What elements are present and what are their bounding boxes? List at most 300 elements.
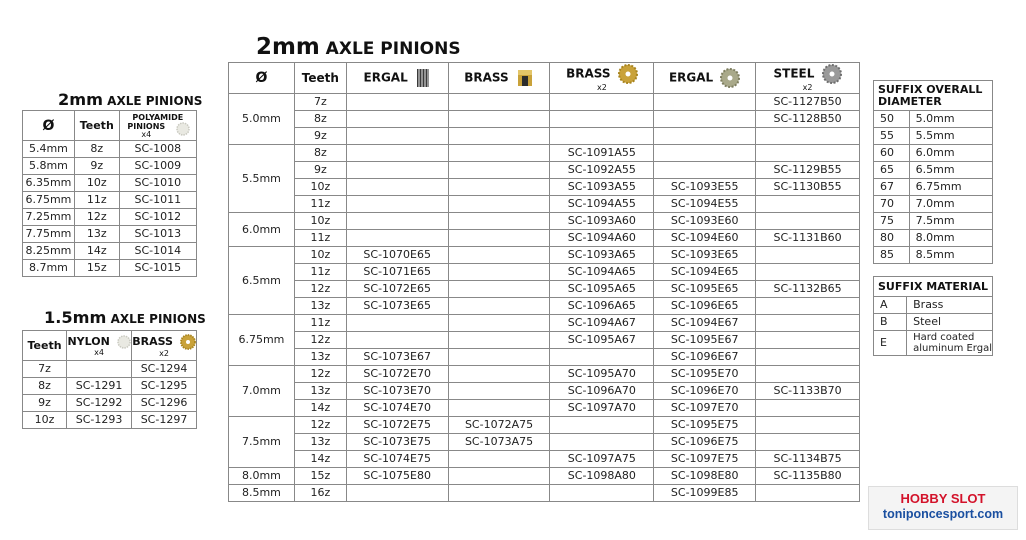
teeth-cell: 10z: [294, 247, 346, 264]
table-row: [229, 485, 860, 502]
brass-part-cell: [448, 162, 550, 179]
steel-part-cell: [756, 264, 860, 281]
brass-x2-part-cell: [550, 349, 654, 366]
brass-part-cell: SC-1296: [132, 395, 197, 412]
diameter-cell: 6.0mm: [229, 213, 295, 247]
table-row: [229, 128, 860, 145]
polyamide-header: [119, 111, 196, 141]
left-teeth-header: Teeth: [74, 111, 119, 141]
brass-part-cell: [448, 383, 550, 400]
left-bottom-title-size: 1.5mm: [44, 308, 107, 327]
brass-gear-icon: [618, 64, 638, 84]
table-row: [874, 331, 993, 356]
diameter-cell: 7.75mm: [23, 226, 75, 243]
ergal-x-part-cell: SC-1099E85: [654, 485, 756, 502]
ergal-x-part-cell: [654, 162, 756, 179]
brass-part-cell: [448, 468, 550, 485]
brass-x2-part-cell: SC-1094A67: [550, 315, 654, 332]
brass-x2-part-cell: SC-1096A65: [550, 298, 654, 315]
table-row: [874, 128, 993, 145]
table-row: [229, 400, 860, 417]
teeth-cell: 8z: [294, 111, 346, 128]
material-code-cell: A: [874, 297, 907, 314]
teeth-cell: 9z: [23, 395, 67, 412]
table-row: [23, 175, 197, 192]
left-top-title: [58, 90, 202, 109]
steel-part-cell: SC-1127B50: [756, 94, 860, 111]
teeth-cell: 13z: [294, 383, 346, 400]
table-row: [874, 247, 993, 264]
brass-x2-part-cell: SC-1093A55: [550, 179, 654, 196]
brass-part-cell: SC-1295: [132, 378, 197, 395]
suffix-diameter-body: [874, 111, 993, 264]
brass-part-cell: [448, 315, 550, 332]
main-title-size: 2mm: [256, 34, 320, 60]
brass-x2-part-cell: SC-1095A70: [550, 366, 654, 383]
brass-part-cell: [448, 451, 550, 468]
suffix-value-cell: 6.75mm: [909, 179, 992, 196]
ergal-label: ERGAL: [363, 70, 408, 85]
ergal-x-part-cell: SC-1094E55: [654, 196, 756, 213]
material-name-cell: Brass: [907, 297, 993, 314]
ergal-x-part-cell: SC-1097E75: [654, 451, 756, 468]
ergal-x-part-cell: SC-1094E65: [654, 264, 756, 281]
suffix-value-cell: 7.0mm: [909, 196, 992, 213]
table-row: [23, 209, 197, 226]
logo-line2: toniponcesport.com: [882, 507, 1004, 521]
teeth-cell: 8z: [294, 145, 346, 162]
teeth-cell: 11z: [294, 315, 346, 332]
part-number-cell: SC-1010: [119, 175, 196, 192]
table-row: [229, 451, 860, 468]
main-title-text: AXLE PINIONS: [319, 39, 461, 59]
ergal-part-cell: [346, 485, 448, 502]
ergal-x-part-cell: SC-1095E67: [654, 332, 756, 349]
main-table-body: [229, 94, 860, 502]
brass-part-cell: [448, 111, 550, 128]
ergal-x-part-cell: SC-1095E75: [654, 417, 756, 434]
part-number-cell: SC-1015: [119, 260, 196, 277]
teeth-cell: 7z: [23, 361, 67, 378]
suffix-diameter-title1: SUFFIX OVERALL: [878, 82, 983, 96]
table-row: [229, 417, 860, 434]
diameter-cell: 8.0mm: [229, 468, 295, 485]
suffix-value-cell: 8.0mm: [909, 230, 992, 247]
ergal-part-cell: SC-1074E70: [346, 400, 448, 417]
teeth-cell: 11z: [294, 230, 346, 247]
steel-part-cell: SC-1135B80: [756, 468, 860, 485]
diameter-cell: 6.35mm: [23, 175, 75, 192]
nylon-part-cell: [67, 361, 132, 378]
table-row: [23, 226, 197, 243]
table-row: [229, 196, 860, 213]
table-row: [874, 145, 993, 162]
table-row: [229, 366, 860, 383]
material-name-cell: Steel: [907, 314, 993, 331]
brass-part-cell: [448, 298, 550, 315]
diameter-cell: 5.8mm: [23, 158, 75, 175]
brass-part-cell: [448, 281, 550, 298]
diameter-cell: 8.25mm: [23, 243, 75, 260]
brass-part-cell: [448, 400, 550, 417]
teeth-cell: 8z: [23, 378, 67, 395]
brass-x2-part-cell: SC-1095A65: [550, 281, 654, 298]
ergal-part-cell: [346, 128, 448, 145]
part-number-cell: SC-1009: [119, 158, 196, 175]
nylon-part-cell: SC-1291: [67, 378, 132, 395]
teeth-cell: 14z: [294, 400, 346, 417]
table-row: [229, 264, 860, 281]
polyamide-table-body: [23, 141, 197, 277]
ergal-part-cell: SC-1073E65: [346, 298, 448, 315]
brass-x2-part-cell: [550, 111, 654, 128]
brass-x2-part-cell: SC-1094A55: [550, 196, 654, 213]
brass-part-cell: SC-1294: [132, 361, 197, 378]
ergal-x-part-cell: SC-1096E75: [654, 434, 756, 451]
brass-x2-part-cell: SC-1093A65: [550, 247, 654, 264]
diameter-cell: 6.75mm: [23, 192, 75, 209]
steel-part-cell: [756, 332, 860, 349]
table-row: [229, 468, 860, 485]
steel-part-cell: [756, 349, 860, 366]
table-row: [229, 315, 860, 332]
table-row: [229, 230, 860, 247]
table-row: [229, 162, 860, 179]
table-row: [874, 213, 993, 230]
steel-gear-icon: [822, 64, 842, 84]
teeth-cell: 9z: [294, 128, 346, 145]
suffix-diameter-title2: DIAMETER: [878, 94, 942, 108]
steel-part-cell: SC-1132B65: [756, 281, 860, 298]
brass-part-cell: SC-1297: [132, 412, 197, 429]
diameter-cell: 6.5mm: [229, 247, 295, 315]
teeth-cell: 12z: [294, 417, 346, 434]
material-code-cell: B: [874, 314, 907, 331]
steel-part-cell: SC-1134B75: [756, 451, 860, 468]
material-name-line1: Hard coated: [913, 332, 975, 343]
brass-label: BRASS: [464, 70, 509, 85]
left-bottom-title: [44, 308, 206, 327]
steel-part-cell: SC-1133B70: [756, 383, 860, 400]
suffix-code-cell: 67: [874, 179, 910, 196]
teeth-cell: 12z: [294, 281, 346, 298]
polyamide-gear-icon: [176, 122, 190, 136]
ergal-part-cell: [346, 230, 448, 247]
steel-part-cell: [756, 434, 860, 451]
ergal-part-cell: [346, 196, 448, 213]
brass-x2-part-cell: SC-1095A67: [550, 332, 654, 349]
nylon-brass-pinion-table: [22, 330, 197, 429]
brass-part-cell: [448, 264, 550, 281]
brass-x2-part-cell: SC-1098A80: [550, 468, 654, 485]
steel-part-cell: [756, 400, 860, 417]
steel-part-cell: [756, 196, 860, 213]
nylon-part-cell: SC-1292: [67, 395, 132, 412]
suffix-code-cell: 60: [874, 145, 910, 162]
suffix-code-cell: 65: [874, 162, 910, 179]
teeth-cell: 14z: [74, 243, 119, 260]
steel-part-cell: [756, 485, 860, 502]
steel-part-cell: [756, 128, 860, 145]
brass-x2-part-cell: SC-1097A75: [550, 451, 654, 468]
table-row: [229, 145, 860, 162]
steel-part-cell: [756, 247, 860, 264]
teeth-cell: 9z: [74, 158, 119, 175]
ergal-part-cell: SC-1073E67: [346, 349, 448, 366]
diameter-cell: 8.5mm: [229, 485, 295, 502]
ergal-x-part-cell: [654, 94, 756, 111]
ergal-x-label: ERGAL: [668, 70, 714, 85]
small-brass-qty: x2: [159, 348, 169, 358]
brass-pinion-icon: [516, 68, 534, 88]
suffix-diameter-table: [873, 80, 993, 264]
table-row: [23, 192, 197, 209]
ergal-x-part-cell: SC-1097E70: [654, 400, 756, 417]
table-row: [229, 213, 860, 230]
hobby-slot-logo: [868, 486, 1018, 530]
teeth-cell: 9z: [294, 162, 346, 179]
table-row: [229, 179, 860, 196]
table-row: [23, 361, 197, 378]
ergal-part-cell: [346, 162, 448, 179]
brass-part-cell: [448, 485, 550, 502]
diameter-cell: 7.0mm: [229, 366, 295, 417]
ergal-x-part-cell: SC-1096E67: [654, 349, 756, 366]
ergal-part-cell: SC-1075E80: [346, 468, 448, 485]
teeth-cell: 8z: [74, 141, 119, 158]
material-code-cell: E: [874, 331, 907, 356]
diameter-header: Ø: [229, 63, 295, 94]
steel-part-cell: SC-1131B60: [756, 230, 860, 247]
suffix-code-cell: 50: [874, 111, 910, 128]
ergal-header: [346, 63, 448, 94]
teeth-cell: 10z: [294, 179, 346, 196]
material-name-cell: [907, 331, 993, 356]
teeth-cell: 14z: [294, 451, 346, 468]
brass-x2-part-cell: SC-1094A65: [550, 264, 654, 281]
table-row: [229, 111, 860, 128]
nylon-part-cell: SC-1293: [67, 412, 132, 429]
brass-part-cell: [448, 213, 550, 230]
suffix-value-cell: 5.5mm: [909, 128, 992, 145]
brass-header: [448, 63, 550, 94]
small-teeth-header: Teeth: [23, 331, 67, 361]
ergal-part-cell: SC-1073E75: [346, 434, 448, 451]
diameter-cell: 5.0mm: [229, 94, 295, 145]
ergal-x-part-cell: SC-1095E70: [654, 366, 756, 383]
brass-x2-part-cell: [550, 485, 654, 502]
table-row: [229, 247, 860, 264]
ergal-part-cell: [346, 315, 448, 332]
teeth-cell: 11z: [294, 264, 346, 281]
steel-part-cell: [756, 417, 860, 434]
teeth-cell: 12z: [294, 332, 346, 349]
left-top-title-text: AXLE PINIONS: [103, 94, 203, 108]
suffix-value-cell: 6.0mm: [909, 145, 992, 162]
ergal-part-cell: SC-1073E70: [346, 383, 448, 400]
steel-qty: x2: [802, 83, 813, 92]
brass-part-cell: [448, 230, 550, 247]
brass-part-cell: [448, 196, 550, 213]
steel-part-cell: [756, 298, 860, 315]
diameter-cell: 6.75mm: [229, 315, 295, 366]
table-row: [23, 243, 197, 260]
table-row: [229, 281, 860, 298]
brass-part-cell: [448, 332, 550, 349]
brass-part-cell: [448, 349, 550, 366]
logo-line1: HOBBY SLOT: [900, 491, 986, 506]
teeth-cell: 15z: [294, 468, 346, 485]
ergal-x-part-cell: SC-1095E65: [654, 281, 756, 298]
teeth-cell: 13z: [294, 434, 346, 451]
ergal-x-part-cell: SC-1098E80: [654, 468, 756, 485]
steel-part-cell: SC-1129B55: [756, 162, 860, 179]
diameter-cell: 5.4mm: [23, 141, 75, 158]
brass-x2-part-cell: [550, 128, 654, 145]
part-number-cell: SC-1012: [119, 209, 196, 226]
nylon-qty: x4: [94, 347, 104, 357]
ergal-part-cell: [346, 145, 448, 162]
table-row: [229, 94, 860, 111]
suffix-material-header: SUFFIX MATERIAL: [874, 277, 993, 297]
table-row: [229, 349, 860, 366]
ergal-part-cell: [346, 94, 448, 111]
pinions-label: PINIONS: [127, 121, 166, 131]
brass-part-cell: [448, 145, 550, 162]
part-number-cell: SC-1014: [119, 243, 196, 260]
ergal-x-part-cell: SC-1096E65: [654, 298, 756, 315]
part-number-cell: SC-1008: [119, 141, 196, 158]
brass-x2-part-cell: [550, 417, 654, 434]
brass-x2-part-cell: SC-1092A55: [550, 162, 654, 179]
table-row: [874, 314, 993, 331]
teeth-cell: 13z: [294, 349, 346, 366]
ergal-pinion-icon: [415, 68, 431, 88]
diameter-cell: 5.5mm: [229, 145, 295, 213]
ergal-x-part-cell: SC-1094E67: [654, 315, 756, 332]
table-row: [874, 111, 993, 128]
ergal-x-part-cell: SC-1096E70: [654, 383, 756, 400]
teeth-cell: 11z: [294, 196, 346, 213]
steel-part-cell: SC-1130B55: [756, 179, 860, 196]
nylon-label: NYLON: [67, 334, 110, 348]
table-row: [23, 395, 197, 412]
suffix-value-cell: 7.5mm: [909, 213, 992, 230]
brass-x2-header: [550, 63, 654, 94]
ergal-part-cell: SC-1070E65: [346, 247, 448, 264]
brass-x2-part-cell: [550, 434, 654, 451]
teeth-cell: 15z: [74, 260, 119, 277]
brass-x2-label: BRASS: [566, 66, 611, 81]
ergal-gear-icon: [720, 68, 740, 88]
ergal-x-part-cell: SC-1093E55: [654, 179, 756, 196]
diameter-cell: 7.25mm: [23, 209, 75, 226]
teeth-cell: 12z: [74, 209, 119, 226]
suffix-material-table: [873, 276, 993, 356]
brass-x2-part-cell: [550, 94, 654, 111]
material-name-line2: aluminum Ergal: [913, 343, 992, 354]
steel-part-cell: SC-1128B50: [756, 111, 860, 128]
left-bottom-title-text: AXLE PINIONS: [106, 312, 206, 326]
ergal-part-cell: [346, 213, 448, 230]
brass-x2-part-cell: SC-1093A60: [550, 213, 654, 230]
brass-part-cell: [448, 247, 550, 264]
ergal-x-part-cell: [654, 111, 756, 128]
table-row: [23, 260, 197, 277]
teeth-cell: 10z: [74, 175, 119, 192]
brass-x2-part-cell: SC-1094A60: [550, 230, 654, 247]
table-row: [229, 434, 860, 451]
table-row: [23, 141, 197, 158]
nylon-gear-icon: [117, 335, 131, 349]
teeth-cell: 7z: [294, 94, 346, 111]
polyamide-qty: x4: [141, 129, 152, 139]
suffix-value-cell: 5.0mm: [909, 111, 992, 128]
teeth-cell: 13z: [74, 226, 119, 243]
left-diameter-header: Ø: [23, 111, 75, 141]
ergal-x-part-cell: SC-1094E60: [654, 230, 756, 247]
steel-header: [756, 63, 860, 94]
ergal-x-part-cell: SC-1093E60: [654, 213, 756, 230]
brass-part-cell: [448, 94, 550, 111]
teeth-cell: 10z: [23, 412, 67, 429]
teeth-cell: 11z: [74, 192, 119, 209]
diameter-cell: 8.7mm: [23, 260, 75, 277]
brass-part-cell: SC-1073A75: [448, 434, 550, 451]
ergal-part-cell: [346, 332, 448, 349]
table-row: [874, 196, 993, 213]
steel-part-cell: [756, 315, 860, 332]
brass-part-cell: [448, 128, 550, 145]
teeth-cell: 16z: [294, 485, 346, 502]
table-row: [229, 298, 860, 315]
suffix-diameter-header: [874, 81, 993, 111]
main-title: [256, 34, 461, 60]
brass-part-cell: [448, 366, 550, 383]
steel-part-cell: [756, 213, 860, 230]
ergal-x-part-cell: [654, 145, 756, 162]
steel-label: STEEL: [773, 66, 815, 81]
ergal-part-cell: SC-1071E65: [346, 264, 448, 281]
ergal-part-cell: SC-1072E65: [346, 281, 448, 298]
steel-part-cell: [756, 366, 860, 383]
teeth-cell: 10z: [294, 213, 346, 230]
suffix-code-cell: 80: [874, 230, 910, 247]
table-row: [23, 412, 197, 429]
brass-part-cell: SC-1072A75: [448, 417, 550, 434]
ergal-x-part-cell: [654, 128, 756, 145]
brass-x2-part-cell: SC-1097A70: [550, 400, 654, 417]
ergal-x-header: [654, 63, 756, 94]
main-pinion-table: [228, 62, 860, 502]
brass-x2-qty: x2: [596, 83, 607, 92]
table-row: [874, 297, 993, 314]
table-row: [874, 162, 993, 179]
nylon-brass-table-body: [23, 361, 197, 429]
ergal-part-cell: SC-1074E75: [346, 451, 448, 468]
steel-part-cell: [756, 145, 860, 162]
polyamide-label: POLYAMIDE: [132, 112, 184, 122]
small-brass-gear-icon: [180, 334, 196, 350]
ergal-part-cell: SC-1072E75: [346, 417, 448, 434]
part-number-cell: SC-1011: [119, 192, 196, 209]
suffix-code-cell: 85: [874, 247, 910, 264]
left-top-title-size: 2mm: [58, 90, 103, 109]
table-row: [874, 230, 993, 247]
suffix-material-body: [874, 297, 993, 356]
table-row: [23, 158, 197, 175]
ergal-part-cell: SC-1072E70: [346, 366, 448, 383]
